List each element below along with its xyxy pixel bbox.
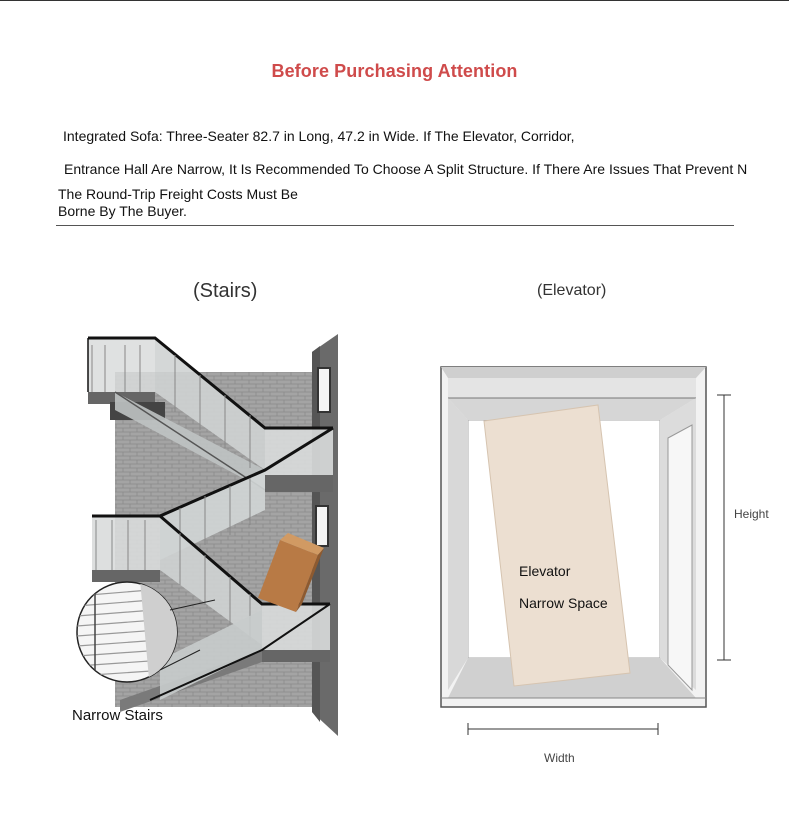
notice-line-1: Integrated Sofa: Three-Seater 82.7 in Long, 47.2 in Wide. If The Elevator, Corridor,	[63, 128, 575, 144]
narrow-space-text: Narrow Space	[519, 595, 608, 611]
page-title: Before Purchasing Attention	[271, 61, 518, 81]
width-dimension	[468, 723, 658, 735]
width-label: Width	[544, 751, 575, 765]
height-label: Height	[734, 507, 769, 521]
narrow-stairs-caption: Narrow Stairs	[72, 707, 163, 724]
window	[318, 368, 330, 412]
stairs-label: (Stairs)	[193, 280, 258, 302]
elevator-illustration	[441, 367, 731, 735]
notice-line-4: Borne By The Buyer.	[58, 203, 187, 219]
elevator-label: (Elevator)	[537, 282, 607, 299]
stairs-illustration	[77, 334, 338, 736]
height-dimension	[717, 395, 731, 660]
notice-line-3: The Round-Trip Freight Costs Must Be	[58, 186, 298, 202]
window	[316, 506, 328, 546]
elevator-text: Elevator	[519, 563, 571, 579]
notice-line-2: Entrance Hall Are Narrow, It Is Recommended To Choose A Split Structure. If There Are Issues That Prevent N	[64, 161, 748, 177]
